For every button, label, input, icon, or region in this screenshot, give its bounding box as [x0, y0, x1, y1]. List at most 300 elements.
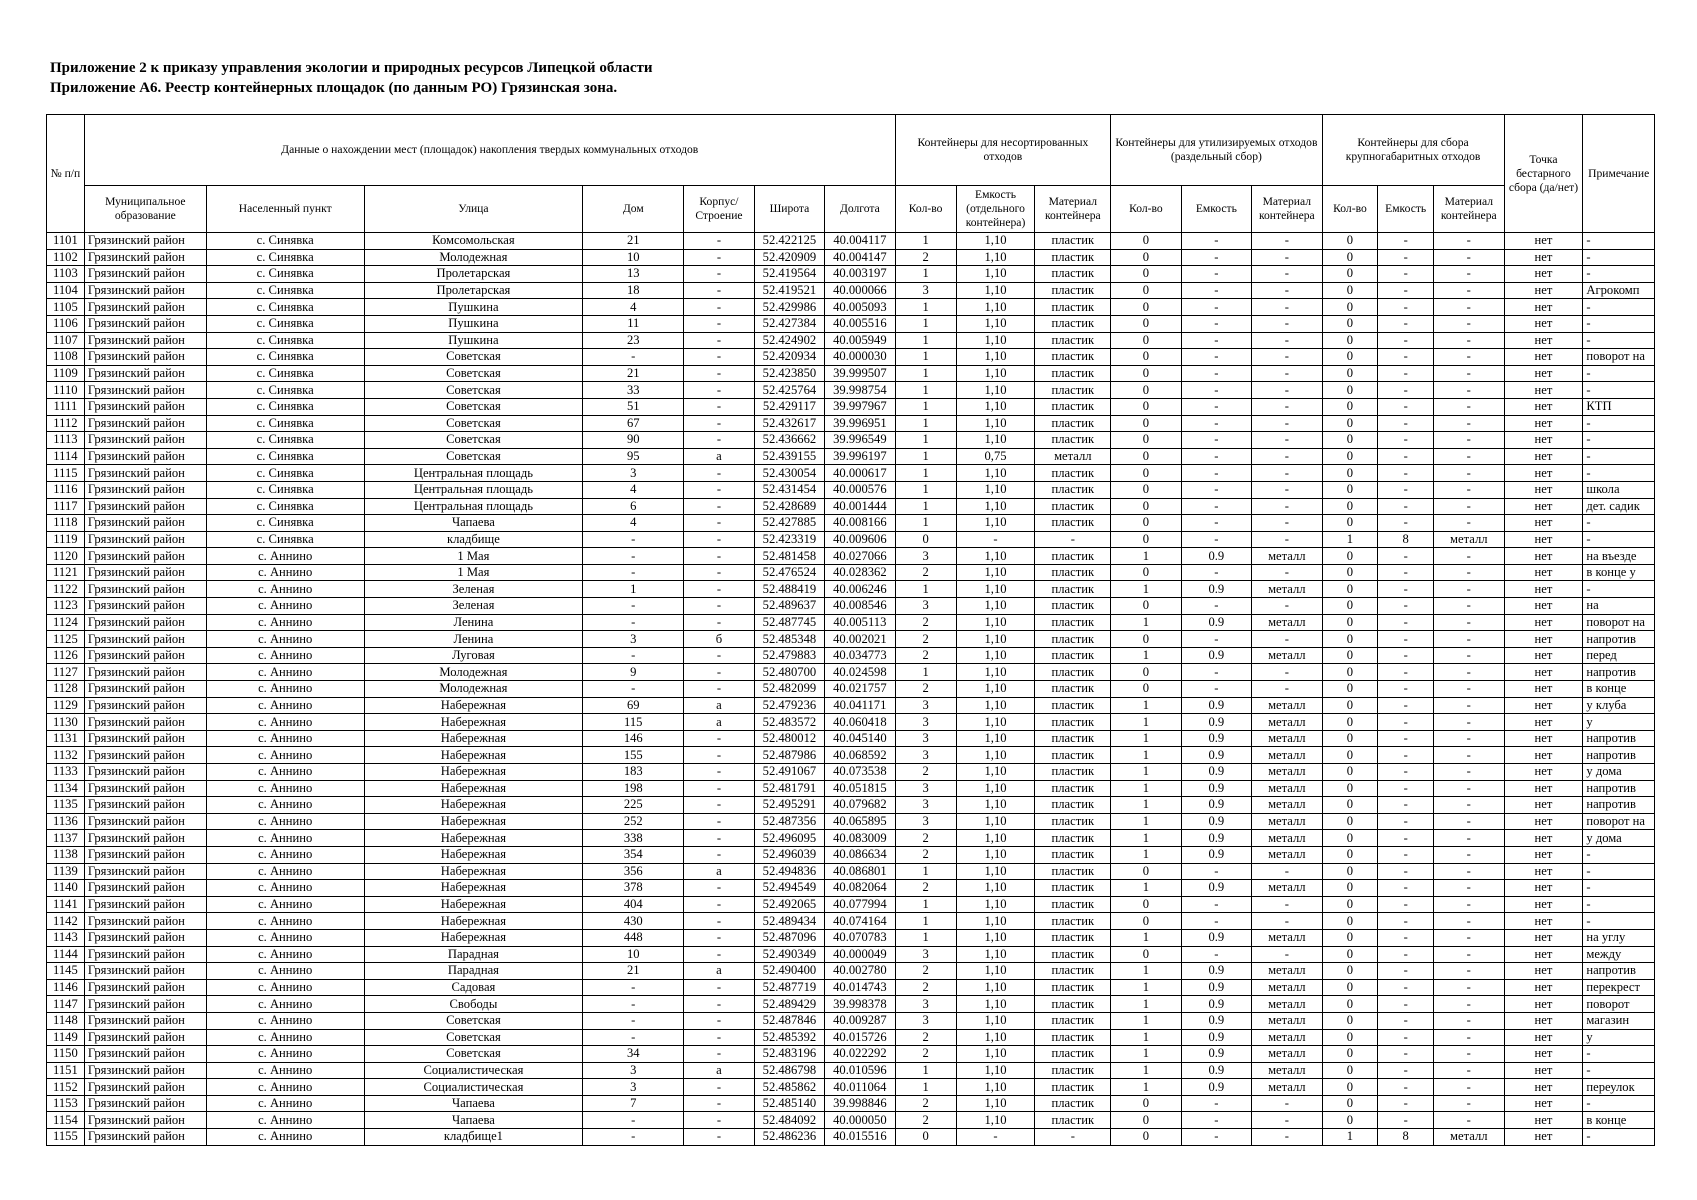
table-cell: 40.005113	[825, 614, 895, 631]
table-cell: -	[1434, 266, 1504, 283]
table-cell: -	[1378, 598, 1434, 615]
table-cell: 52.486798	[754, 1062, 824, 1079]
table-cell: с. Аннино	[206, 548, 364, 565]
table-cell: 1	[1111, 614, 1181, 631]
table-cell: нет	[1504, 249, 1583, 266]
table-cell: Чапаева	[364, 1095, 583, 1112]
table-cell: 40.065895	[825, 813, 895, 830]
table-cell: -	[684, 1029, 754, 1046]
table-cell: пластик	[1035, 896, 1111, 913]
table-cell: -	[1434, 315, 1504, 332]
header-col: Емкость	[1181, 186, 1251, 233]
table-row	[47, 564, 1655, 581]
table-cell: 40.008546	[825, 598, 895, 615]
table-cell: 0	[1111, 398, 1181, 415]
table-cell: с. Аннино	[206, 614, 364, 631]
table-cell: с. Аннино	[206, 846, 364, 863]
table-cell: -	[1378, 349, 1434, 366]
table-cell: -	[1252, 365, 1322, 382]
table-cell: Молодежная	[364, 681, 583, 698]
table-cell: -	[684, 548, 754, 565]
table-cell: 40.000050	[825, 1112, 895, 1129]
table-row	[47, 448, 1655, 465]
table-cell: Грязинский район	[84, 929, 206, 946]
table-cell: металл	[1252, 780, 1322, 797]
table-cell: -	[1434, 1079, 1504, 1096]
table-row	[47, 332, 1655, 349]
table-cell: -	[583, 681, 684, 698]
table-cell: Грязинский район	[84, 382, 206, 399]
table-cell: нет	[1504, 614, 1583, 631]
header-col: Корпус/ Строение	[684, 186, 754, 233]
table-cell: -	[1181, 664, 1251, 681]
table-cell: 40.082064	[825, 880, 895, 897]
table-cell: 40.005093	[825, 299, 895, 316]
table-cell: 1,10	[956, 614, 1035, 631]
table-cell: 1	[1111, 963, 1181, 980]
table-cell: -	[583, 349, 684, 366]
table-cell: -	[684, 249, 754, 266]
table-cell: нет	[1504, 548, 1583, 565]
table-cell: 52.485348	[754, 631, 824, 648]
table-cell: -	[583, 531, 684, 548]
table-cell: нет	[1504, 515, 1583, 532]
table-cell: 2	[895, 764, 956, 781]
table-cell: нет	[1504, 996, 1583, 1013]
table-cell: 0	[1322, 1079, 1378, 1096]
header-col: Кол-во	[895, 186, 956, 233]
table-cell: 0,75	[956, 448, 1035, 465]
table-cell: 146	[583, 730, 684, 747]
table-row	[47, 515, 1655, 532]
table-cell: нет	[1504, 1095, 1583, 1112]
table-cell: -	[1252, 282, 1322, 299]
table-row	[47, 747, 1655, 764]
table-cell: 52.483572	[754, 714, 824, 731]
table-cell: -	[1583, 365, 1655, 382]
table-cell: пластик	[1035, 714, 1111, 731]
table-cell: 2	[895, 647, 956, 664]
table-cell: -	[1583, 1129, 1655, 1146]
table-cell: Грязинский район	[84, 697, 206, 714]
table-cell: 52.429986	[754, 299, 824, 316]
table-cell: с. Синявка	[206, 448, 364, 465]
table-cell: металл	[1252, 730, 1322, 747]
table-cell: -	[1378, 764, 1434, 781]
table-cell: 2	[895, 631, 956, 648]
table-cell: -	[684, 730, 754, 747]
table-cell: 3	[895, 1012, 956, 1029]
table-cell: 1142	[47, 913, 85, 930]
table-cell: 2	[895, 564, 956, 581]
table-cell: Набережная	[364, 863, 583, 880]
table-cell: -	[1434, 398, 1504, 415]
table-cell: нет	[1504, 846, 1583, 863]
table-cell: 0.9	[1181, 730, 1251, 747]
table-row	[47, 846, 1655, 863]
table-cell: -	[684, 846, 754, 863]
table-cell: 1144	[47, 946, 85, 963]
table-cell: 52.487096	[754, 929, 824, 946]
table-cell: Грязинский район	[84, 282, 206, 299]
table-cell: 1	[895, 481, 956, 498]
table-cell: -	[1583, 896, 1655, 913]
table-cell: 52.486236	[754, 1129, 824, 1146]
table-cell: 1	[1111, 979, 1181, 996]
header-num: № п/п	[47, 115, 85, 233]
header-recycle-group: Контейнеры для утилизируемых отходов (раздельный сбор)	[1111, 115, 1322, 186]
table-cell: -	[1378, 1029, 1434, 1046]
table-cell: -	[1252, 481, 1322, 498]
table-cell: 3	[895, 747, 956, 764]
table-cell: Грязинский район	[84, 946, 206, 963]
table-cell: Советская	[364, 432, 583, 449]
table-cell: 1131	[47, 730, 85, 747]
table-row	[47, 714, 1655, 731]
table-cell: 1129	[47, 697, 85, 714]
table-cell: 0	[1111, 498, 1181, 515]
table-cell: у клуба	[1583, 697, 1655, 714]
table-cell: 0.9	[1181, 614, 1251, 631]
table-cell: 1108	[47, 349, 85, 366]
table-cell: 1	[895, 896, 956, 913]
table-cell: 1	[1111, 1012, 1181, 1029]
table-cell: -	[1434, 830, 1504, 847]
table-cell: а	[684, 714, 754, 731]
table-cell: нет	[1504, 282, 1583, 299]
table-cell: 1,10	[956, 1062, 1035, 1079]
table-cell: -	[1378, 913, 1434, 930]
table-cell: 9	[583, 664, 684, 681]
table-cell: 338	[583, 830, 684, 847]
table-cell: 1	[895, 365, 956, 382]
table-cell: Чапаева	[364, 515, 583, 532]
table-cell: пластик	[1035, 979, 1111, 996]
table-cell: 0	[1322, 233, 1378, 250]
table-cell: -	[1583, 415, 1655, 432]
table-cell: -	[1378, 581, 1434, 598]
table-cell: нет	[1504, 564, 1583, 581]
table-cell: металл	[1252, 1079, 1322, 1096]
table-cell: -	[1181, 398, 1251, 415]
table-cell: Грязинский район	[84, 830, 206, 847]
table-cell: Ленина	[364, 631, 583, 648]
table-cell: -	[1583, 448, 1655, 465]
table-cell: -	[1583, 515, 1655, 532]
table-cell: 1,10	[956, 266, 1035, 283]
table-cell: 0.9	[1181, 1079, 1251, 1096]
table-cell: Грязинский район	[84, 233, 206, 250]
table-cell: -	[1181, 349, 1251, 366]
table-cell: 1	[1111, 813, 1181, 830]
header-col: Материал контейнера	[1252, 186, 1322, 233]
table-cell: 2	[895, 880, 956, 897]
table-cell: Грязинский район	[84, 880, 206, 897]
table-cell: 0	[1322, 415, 1378, 432]
table-cell: -	[583, 1112, 684, 1129]
table-cell: -	[1252, 863, 1322, 880]
table-cell: -	[1378, 664, 1434, 681]
table-cell: -	[684, 581, 754, 598]
table-cell: 1151	[47, 1062, 85, 1079]
table-cell: 1147	[47, 996, 85, 1013]
table-cell: 2	[895, 1046, 956, 1063]
header-unsorted-group: Контейнеры для несортированных отходов	[895, 115, 1111, 186]
table-cell: пластик	[1035, 913, 1111, 930]
table-cell: -	[1434, 846, 1504, 863]
table-cell: 1114	[47, 448, 85, 465]
table-cell: -	[684, 996, 754, 1013]
table-cell: 40.086634	[825, 846, 895, 863]
table-cell: 1141	[47, 896, 85, 913]
table-cell: 40.008166	[825, 515, 895, 532]
table-cell: Набережная	[364, 764, 583, 781]
table-cell: с. Аннино	[206, 598, 364, 615]
table-cell: 0	[1111, 282, 1181, 299]
table-cell: 0	[1322, 896, 1378, 913]
table-cell: -	[684, 349, 754, 366]
table-cell: 1110	[47, 382, 85, 399]
table-cell: с. Аннино	[206, 797, 364, 814]
table-cell: 155	[583, 747, 684, 764]
table-cell: 52.485140	[754, 1095, 824, 1112]
table-cell: -	[1181, 498, 1251, 515]
table-row	[47, 863, 1655, 880]
table-cell: 0	[1111, 896, 1181, 913]
table-row	[47, 1112, 1655, 1129]
table-cell: Набережная	[364, 747, 583, 764]
table-cell: 1	[1111, 1029, 1181, 1046]
table-cell: 1125	[47, 631, 85, 648]
table-cell: 0.9	[1181, 846, 1251, 863]
table-cell: 1,10	[956, 382, 1035, 399]
table-cell: пластик	[1035, 647, 1111, 664]
table-cell: -	[1181, 432, 1251, 449]
table-cell: -	[1378, 448, 1434, 465]
table-cell: -	[1252, 598, 1322, 615]
table-cell: 52.423319	[754, 531, 824, 548]
table-cell: 0.9	[1181, 963, 1251, 980]
table-cell: -	[1378, 946, 1434, 963]
table-cell: перед	[1583, 647, 1655, 664]
table-cell: переулок	[1583, 1079, 1655, 1096]
table-cell: 1123	[47, 598, 85, 615]
table-cell: пластик	[1035, 631, 1111, 648]
table-cell: -	[1434, 349, 1504, 366]
table-cell: 52.420934	[754, 349, 824, 366]
table-cell: 1,10	[956, 896, 1035, 913]
table-cell: 0.9	[1181, 747, 1251, 764]
table-cell: Грязинский район	[84, 913, 206, 930]
table-cell: нет	[1504, 963, 1583, 980]
table-cell: с. Аннино	[206, 631, 364, 648]
table-cell: 0.9	[1181, 548, 1251, 565]
table-cell: 3	[583, 631, 684, 648]
table-cell: нет	[1504, 764, 1583, 781]
table-cell: нет	[1504, 730, 1583, 747]
table-cell: -	[1252, 498, 1322, 515]
table-cell: 1,10	[956, 730, 1035, 747]
table-cell: Набережная	[364, 913, 583, 930]
table-cell: пластик	[1035, 880, 1111, 897]
table-row	[47, 1012, 1655, 1029]
table-cell: пластик	[1035, 282, 1111, 299]
table-cell: Молодежная	[364, 664, 583, 681]
table-cell: 52.489434	[754, 913, 824, 930]
table-cell: -	[583, 614, 684, 631]
table-cell: 3	[895, 282, 956, 299]
table-row	[47, 1079, 1655, 1096]
table-cell: -	[1378, 846, 1434, 863]
table-cell: с. Синявка	[206, 382, 364, 399]
table-cell: Грязинский район	[84, 266, 206, 283]
table-cell: -	[1583, 913, 1655, 930]
table-cell: -	[684, 531, 754, 548]
table-cell: с. Синявка	[206, 349, 364, 366]
table-cell: 1,10	[956, 631, 1035, 648]
table-cell: пластик	[1035, 813, 1111, 830]
table-cell: 1	[895, 929, 956, 946]
table-cell: 52.432617	[754, 415, 824, 432]
table-cell: 1	[1111, 548, 1181, 565]
table-cell: -	[1252, 299, 1322, 316]
table-cell: -	[1434, 697, 1504, 714]
table-cell: 1	[895, 415, 956, 432]
table-cell: 52.487846	[754, 1012, 824, 1029]
table-cell: 0.9	[1181, 780, 1251, 797]
table-cell: Грязинский район	[84, 896, 206, 913]
table-cell: 52.489637	[754, 598, 824, 615]
table-cell: 1,10	[956, 1079, 1035, 1096]
table-cell: -	[1378, 564, 1434, 581]
table-cell: -	[684, 614, 754, 631]
table-row	[47, 1095, 1655, 1112]
table-cell: -	[1434, 382, 1504, 399]
table-cell: 1	[1111, 730, 1181, 747]
table-cell: 18	[583, 282, 684, 299]
table-cell: пластик	[1035, 863, 1111, 880]
table-cell: нет	[1504, 1079, 1583, 1096]
table-cell: 0	[1322, 1046, 1378, 1063]
table-cell: -	[1378, 365, 1434, 382]
table-cell: пластик	[1035, 432, 1111, 449]
table-cell: с. Аннино	[206, 730, 364, 747]
table-cell: 1	[895, 664, 956, 681]
table-cell: 7	[583, 1095, 684, 1112]
table-cell: 40.074164	[825, 913, 895, 930]
table-cell: 1,10	[956, 747, 1035, 764]
table-cell: пластик	[1035, 598, 1111, 615]
table-cell: 40.051815	[825, 780, 895, 797]
table-cell: -	[684, 382, 754, 399]
table-cell: поворот на	[1583, 813, 1655, 830]
table-cell: а	[684, 448, 754, 465]
table-cell: Грязинский район	[84, 1046, 206, 1063]
table-cell: 0	[1322, 1029, 1378, 1046]
table-cell: 0	[1322, 299, 1378, 316]
table-cell: пластик	[1035, 830, 1111, 847]
table-cell: 0	[1322, 797, 1378, 814]
table-cell: 1	[1111, 797, 1181, 814]
table-cell: нет	[1504, 664, 1583, 681]
table-cell: 0	[1322, 631, 1378, 648]
table-cell: 0	[1111, 1112, 1181, 1129]
table-cell: -	[1252, 946, 1322, 963]
table-cell: 1,10	[956, 398, 1035, 415]
table-cell: 0	[1322, 996, 1378, 1013]
table-cell: пластик	[1035, 681, 1111, 698]
table-cell: 1,10	[956, 481, 1035, 498]
table-cell: -	[1378, 332, 1434, 349]
table-cell: 3	[583, 1062, 684, 1079]
table-cell: Чапаева	[364, 1112, 583, 1129]
table-cell: -	[1252, 465, 1322, 482]
table-cell: -	[1181, 531, 1251, 548]
table-cell: 1102	[47, 249, 85, 266]
table-cell: а	[684, 1062, 754, 1079]
table-cell: нет	[1504, 481, 1583, 498]
table-cell: пластик	[1035, 1112, 1111, 1129]
table-cell: 1,10	[956, 282, 1035, 299]
table-cell: 1130	[47, 714, 85, 731]
table-cell: на	[1583, 598, 1655, 615]
table-row	[47, 979, 1655, 996]
table-cell: 1146	[47, 979, 85, 996]
table-cell: -	[583, 564, 684, 581]
table-cell: 1103	[47, 266, 85, 283]
table-cell: -	[1378, 498, 1434, 515]
table-cell: напротив	[1583, 797, 1655, 814]
table-cell: 0	[1111, 233, 1181, 250]
table-cell: Советская	[364, 349, 583, 366]
table-cell: 0	[1322, 581, 1378, 598]
table-cell: 52.492065	[754, 896, 824, 913]
table-cell: 0.9	[1181, 1046, 1251, 1063]
table-cell: 40.068592	[825, 747, 895, 764]
table-cell: в конце	[1583, 1112, 1655, 1129]
table-cell: пластик	[1035, 581, 1111, 598]
table-cell: 40.002780	[825, 963, 895, 980]
table-row	[47, 249, 1655, 266]
table-cell: 0	[1322, 929, 1378, 946]
table-cell: нет	[1504, 1046, 1583, 1063]
table-cell: 1133	[47, 764, 85, 781]
table-cell: 2	[895, 979, 956, 996]
table-cell: -	[1434, 996, 1504, 1013]
header-col: Емкость (отдельного контейнера)	[956, 186, 1035, 233]
table-cell: 1,10	[956, 863, 1035, 880]
table-cell: 0	[1111, 465, 1181, 482]
header-row-columns	[47, 186, 1655, 233]
table-cell: 1149	[47, 1029, 85, 1046]
table-cell: Грязинский район	[84, 813, 206, 830]
table-cell: 1135	[47, 797, 85, 814]
table-row	[47, 614, 1655, 631]
table-cell: металл	[1252, 846, 1322, 863]
table-cell: 1	[1111, 880, 1181, 897]
table-cell: а	[684, 697, 754, 714]
table-cell: -	[1378, 432, 1434, 449]
table-cell: 1	[895, 315, 956, 332]
table-cell: -	[1252, 349, 1322, 366]
table-cell: на углу	[1583, 929, 1655, 946]
table-cell: Грязинский район	[84, 415, 206, 432]
table-cell: с. Аннино	[206, 664, 364, 681]
table-cell: 1139	[47, 863, 85, 880]
table-cell: -	[684, 1095, 754, 1112]
table-cell: -	[684, 946, 754, 963]
table-cell: -	[1181, 564, 1251, 581]
